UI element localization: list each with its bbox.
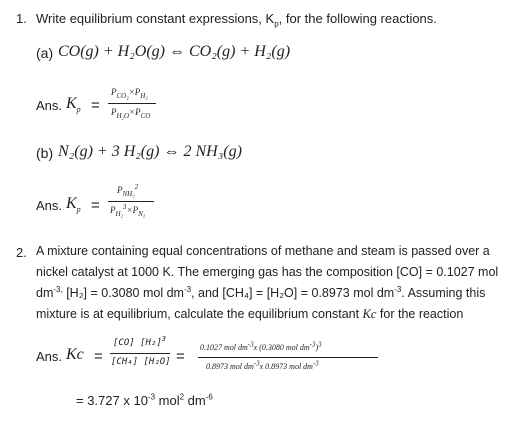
q2-kc: Kc [66,346,84,363]
q2-paragraph [36,241,526,325]
q1a-label: (a) [36,45,54,61]
q2-line-3: $dm^{-3,}$ [H₂] = 0.3080 mol $dm^{-3}$, and [CH₄] = [H₂O] = 0.8973 mol $dm^{-3}$. Assuming this [36,284,486,300]
q1b-fraction-bar [108,201,154,202]
q1b-equals: = [91,197,100,214]
q2-line-1: A mixture containing equal concentrations of methane and steam is passed over a [36,244,490,258]
q1a-kp: $K_p$ [66,95,81,115]
q1a-denominator: $P_{H_2O}\times P_{CO}$ [111,107,151,120]
q2-symbolic-denominator: [CH₄] [H₂O] [111,357,171,367]
q1b-numerator: $P_{NH_3}^2$ [117,183,139,198]
q2-number: 2. [16,245,27,260]
q2-symbolic-numerator: [CO] $[H_2]^3$ [113,335,166,348]
q1b-label: (b) [36,145,54,161]
q1b-denominator: $P_{H_2}^3\times P_{N_2}$ [110,203,146,218]
q2-value-numerator: 0.1027 mol $dm^{-3}x$ (0.3080 mol $dm^{-3})^3$ [200,340,322,352]
q2-symbolic-fraction-bar [110,353,170,354]
q2-ans-label: Ans. [36,349,63,364]
q2-equals-1: = [94,348,103,365]
q1b-equation: N₂(g) + 3 H₂(g) ⇔ 2 NH₃(g) [58,143,242,160]
q1a-numerator: $P_{CO_2}\times P_{H_2}$ [111,87,148,100]
q1a-equals: = [91,97,100,114]
q2-value-denominator: 0.8973 mol $dm^{-3}x$ 0.8973 mol $dm^{-3}$ [206,359,319,371]
q1a-ans-label: Ans. [36,98,63,113]
q1a-equation: CO(g) + H₂O(g) ⇔ CO₂(g) + H₂(g) [58,43,291,60]
q2-value-fraction-bar [198,357,378,358]
q2-line-4: mixture is at equilibrium, calculate the equilibrium constant Kc for the reaction [36,307,464,321]
q1b-kp: $K_p$ [66,195,81,215]
q2-line-2: nickel catalyst at 1000 K. The emerging gas has the composition [CO] = 0.1027 mol [36,265,499,279]
q1a-fraction-bar [108,103,156,104]
q2-result: = 3.727 x $10^{-3}$ mol$^2$ $dm^{-6}$ [76,392,213,408]
q1-text: Write equilibrium constant expressions, $K_p$, for the following reactions. [36,11,437,29]
q1-number: 1. [16,11,27,26]
q1b-ans-label: Ans. [36,198,63,213]
q2-equals-2: = [176,348,185,365]
